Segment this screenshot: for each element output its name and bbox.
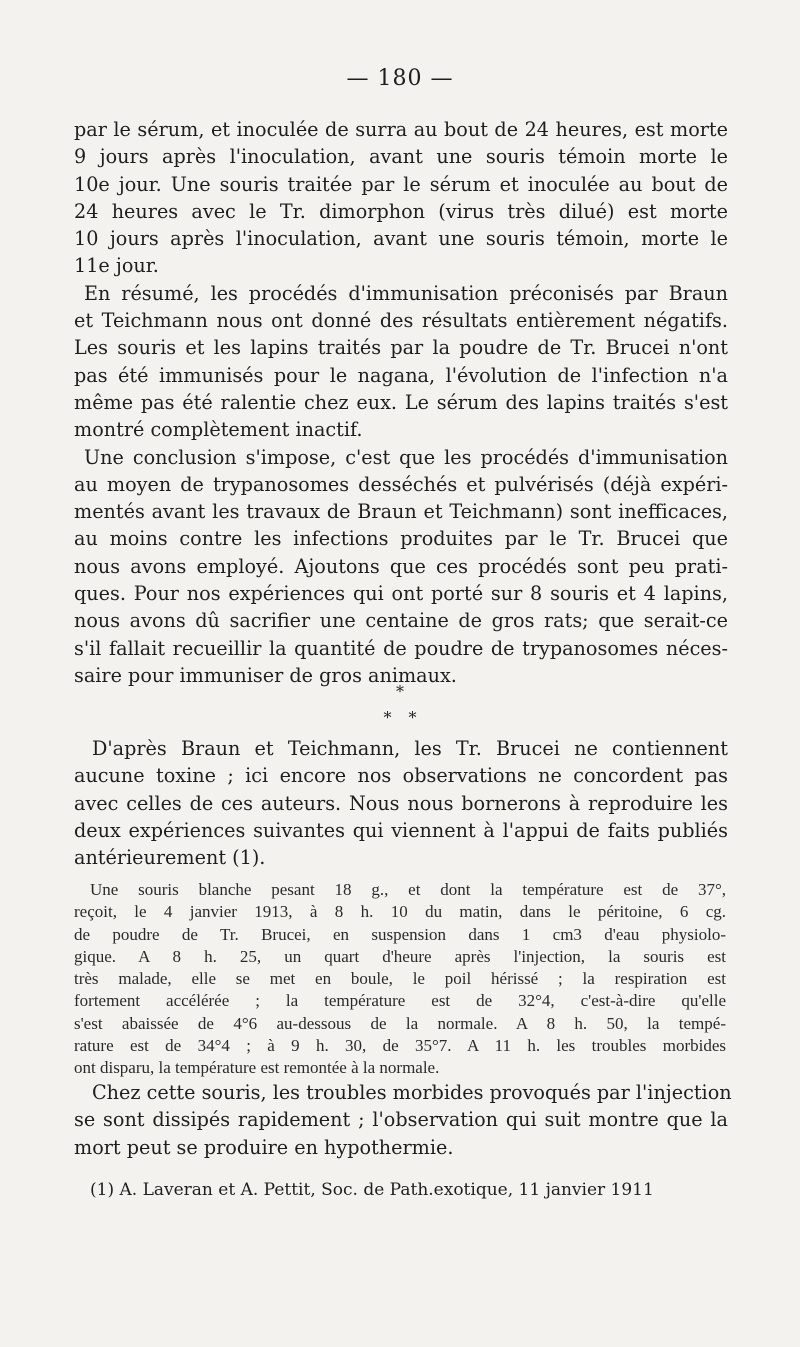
text-line: saire pour immuniser de gros animaux.	[74, 663, 457, 687]
text-line: et Teichmann nous ont donné des résultats entièrement négatifs.	[74, 309, 728, 333]
text-line: Les souris et les lapins traités par la poudre de Tr. Brucei n'ont	[74, 336, 728, 360]
asterisk: *	[383, 708, 392, 727]
text-block-upper	[74, 116, 728, 689]
text-block-middle	[74, 735, 728, 871]
page-number: — 180 —	[346, 66, 454, 91]
text-line: au moyen de trypanosomes desséchés et pulvérisés (déjà expéri-	[74, 472, 728, 496]
text-line: au moins contre les infections produites par le Tr. Brucei que	[74, 527, 728, 551]
asterisk: *	[408, 708, 417, 727]
text-line: reçoit, le 4 janvier 1913, à 8 h. 10 du matin, dans le péritoine, 6 cg.	[74, 902, 726, 922]
text-line: mort peut se produire en hypothermie.	[74, 1135, 454, 1159]
experiment-observation	[74, 879, 726, 1080]
text-line: fortement accélérée ; la température est de 32°4, c'est-à-dire qu'elle	[74, 991, 726, 1011]
text-line: nous avons employé. Ajoutons que ces procédés sont peu prati-	[74, 554, 728, 578]
text-line: s'est abaissée de 4°6 au-dessous de la normale. A 8 h. 50, la tempé-	[74, 1013, 726, 1033]
text-block-lower	[74, 1079, 732, 1161]
text-line: de poudre de Tr. Brucei, en suspension dans 1 cm3 d'eau physiolo-	[74, 924, 726, 944]
asterisk: *	[396, 682, 404, 701]
text-line: mentés avant les travaux de Braun et Teichmann) sont inefficaces,	[74, 500, 728, 524]
text-line: 9 jours après l'inoculation, avant une souris témoin morte le	[74, 145, 728, 169]
text-line: ont disparu, la température est remontée à la normale.	[74, 1058, 440, 1078]
section-separator-bottom	[0, 708, 800, 727]
text-line: se sont dissipés rapidement ; l'observation qui suit montre que la	[74, 1108, 728, 1132]
section-separator-top	[0, 682, 800, 701]
text-line: ques. Pour nos expériences qui ont porté sur 8 souris et 4 lapins,	[74, 582, 728, 606]
text-line: montré complètement inactif.	[74, 418, 363, 442]
text-line: 10e jour. Une souris traitée par le sérum et inoculée au bout de	[74, 172, 728, 196]
text-line: Une souris blanche pesant 18 g., et dont la température est de 37°,	[90, 880, 726, 899]
text-line: même pas été ralentie chez eux. Le sérum des lapins traités s'est	[74, 390, 728, 414]
text-line: Chez cette souris, les troubles morbides provoqués par l'injection	[92, 1081, 732, 1104]
text-line: antérieurement (1).	[74, 846, 266, 870]
footnote: (1) A. Laveran et A. Pettit, Soc. de Path.exotique, 11 janvier 1911	[90, 1180, 654, 1200]
text-line: gique. A 8 h. 25, un quart d'heure après l'injection, la souris est	[74, 946, 726, 966]
text-line: Une conclusion s'impose, c'est que les procédés d'immunisation	[84, 445, 728, 469]
text-line: deux expériences suivantes qui viennent à l'appui de faits publiés	[74, 818, 728, 842]
text-line: D'après Braun et Teichmann, les Tr. Brucei ne contiennent	[92, 737, 728, 760]
text-line: avec celles de ces auteurs. Nous nous bornerons à reproduire les	[74, 791, 728, 815]
text-line: 10 jours après l'inoculation, avant une souris témoin, morte le	[74, 227, 728, 251]
text-line: En résumé, les procédés d'immunisation préconisés par Braun	[84, 281, 728, 305]
text-line: s'il fallait recueillir la quantité de poudre de trypanosomes néces-	[74, 636, 728, 660]
text-line: 11e jour.	[74, 254, 159, 278]
text-line: nous avons dû sacrifier une centaine de gros rats; que serait-ce	[74, 609, 728, 633]
text-line: rature est de 34°4 ; à 9 h. 30, de 35°7. A 11 h. les troubles morbides	[74, 1036, 726, 1056]
text-line: par le sérum, et inoculée de surra au bout de 24 heures, est morte	[74, 118, 728, 141]
text-line: très malade, elle se met en boule, le poil hérissé ; la respiration est	[74, 969, 726, 989]
text-line: pas été immunisés pour le nagana, l'évolution de l'infection n'a	[74, 363, 728, 387]
text-line: 24 heures avec le Tr. dimorphon (virus très dilué) est morte	[74, 199, 728, 223]
text-line: aucune toxine ; ici encore nos observations ne concordent pas	[74, 764, 728, 788]
